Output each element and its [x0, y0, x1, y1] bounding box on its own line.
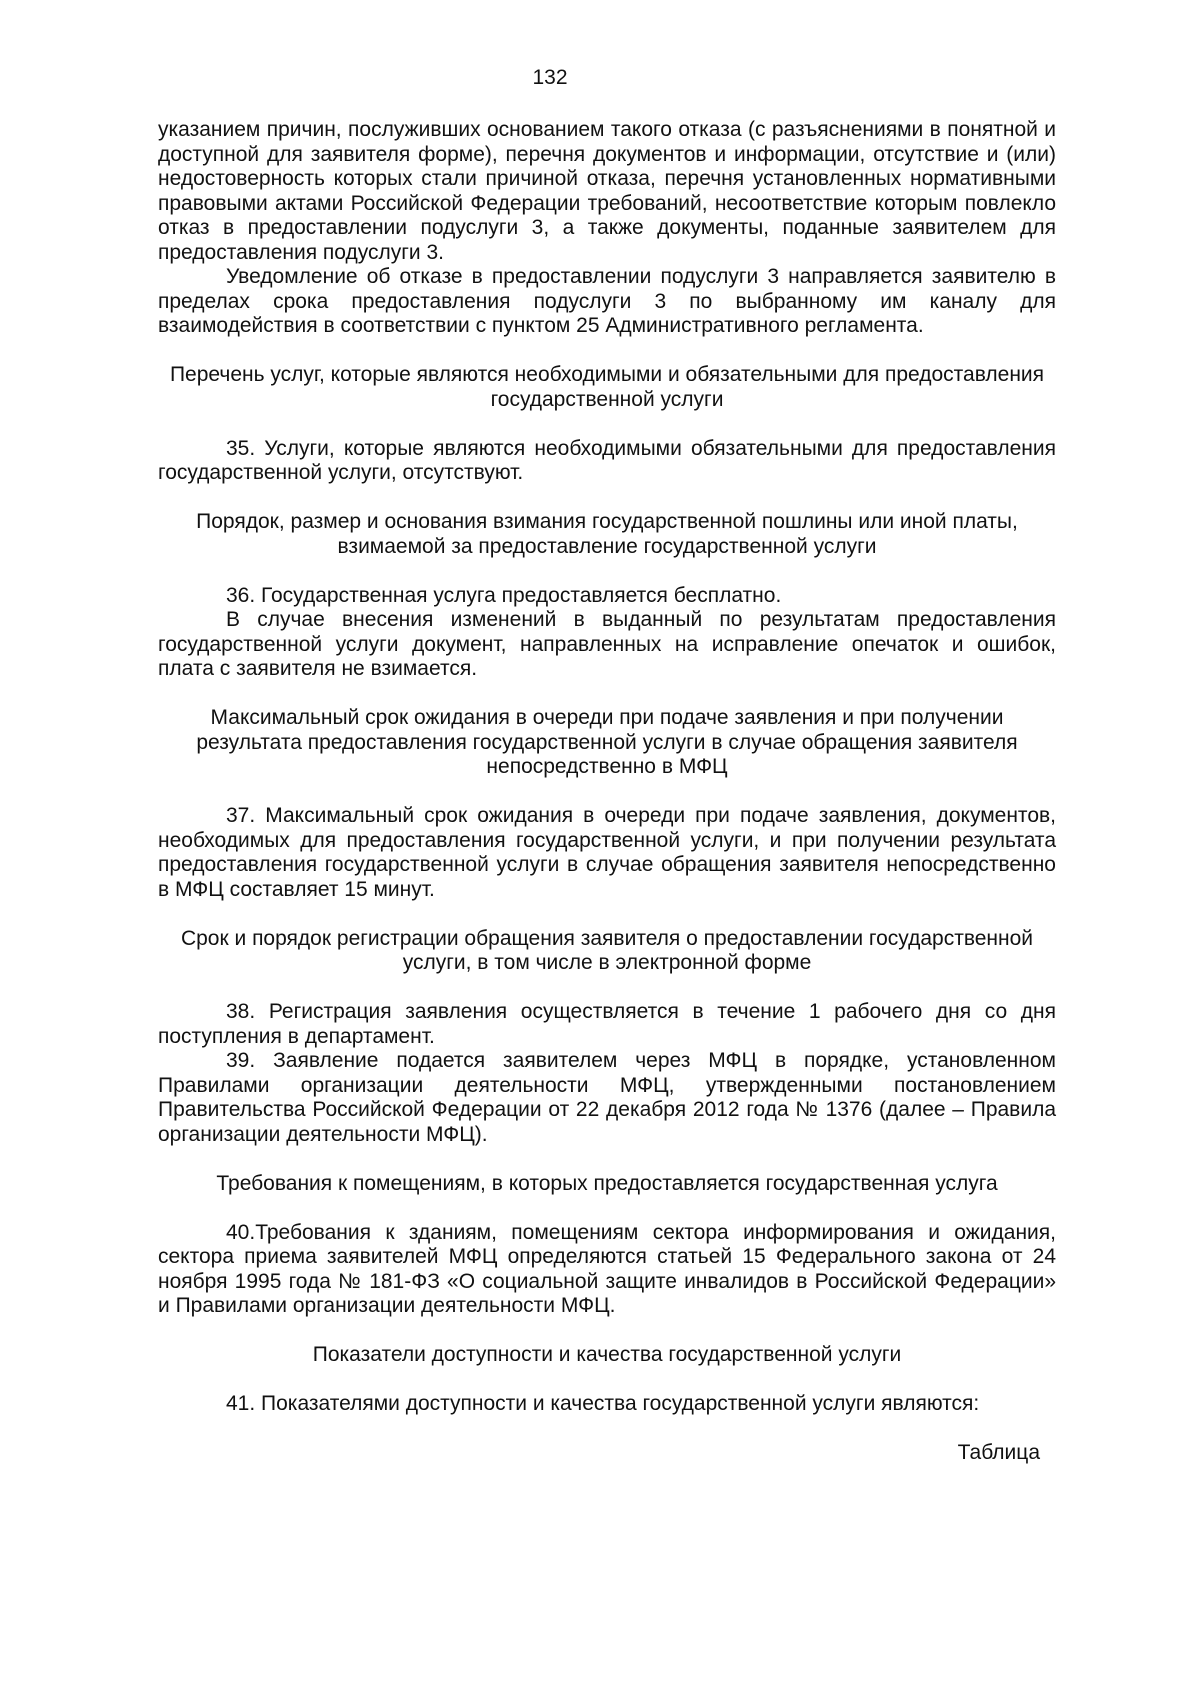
- section-heading-quality-indicators: Показатели доступности и качества государственной услуги: [312, 1343, 902, 1366]
- section-heading-fees: Порядок, размер и основания взимания государственной пошлины или иной платы, взимаемой за предоставление государственной услуги: [196, 510, 1018, 558]
- paragraph-corrections-free: В случае внесения изменений в выданный по результатам предоставления государственной услуги документ, направленных на исправление опечаток и ошибок, плата с заявителя не взимается.: [158, 608, 1056, 680]
- paragraph-refusal-notice: Уведомление об отказе в предоставлении подуслуги 3 направляется заявителю в пределах срока предоставления подуслуги 3 по выбранному им каналу для взаимодействия в соответствии с пунктом 25 Административного регламента.: [158, 265, 1056, 337]
- paragraph-item-35: 35. Услуги, которые являются необходимыми обязательными для предоставления государственной услуги, отсутствуют.: [158, 436, 1056, 484]
- section-heading-required-services: Перечень услуг, которые являются необходимыми и обязательными для предоставления государственной услуги: [169, 363, 1045, 411]
- paragraph-item-39: 39. Заявление подается заявителем через МФЦ в порядке, установленном Правилами организации деятельности МФЦ, утвержденными постановлением Правительства Российской Федерации от 22 декабря 2012 года № 1376 (далее – Правила организации деятельности МФЦ).: [158, 1049, 1056, 1146]
- paragraph-item-41: 41. Показателями доступности и качества государственной услуги являются:: [226, 1392, 980, 1415]
- section-heading-premises: Требования к помещениям, в которых предоставляется государственная услуга: [216, 1171, 998, 1195]
- paragraph-item-38: 38. Регистрация заявления осуществляется в течение 1 рабочего дня со дня поступления в департамент.: [158, 1000, 1056, 1048]
- document-body: [158, 118, 1056, 1466]
- paragraph-item-36: 36. Государственная услуга предоставляется бесплатно.: [226, 583, 782, 607]
- section-heading-queue-time: Максимальный срок ожидания в очереди при подаче заявления и при получении результата предоставления государственной услуги в случае обращения заявителя непосредственно в МФЦ: [196, 706, 1018, 778]
- paragraph-item-40: 40.Требования к зданиям, помещениям сектора информирования и ожидания, сектора приема заявителей МФЦ определяются статьей 15 Федерального закона от 24 ноября 1995 года № 181-ФЗ «О социальной защите инвалидов в Российской Федерации» и Правилами организации деятельности МФЦ.: [158, 1220, 1056, 1317]
- table-label: Таблица: [957, 1441, 1040, 1464]
- page-number: 132: [532, 66, 568, 89]
- paragraph-refusal-reasons: указанием причин, послуживших основанием такого отказа (с разъяснениями в понятной и доступной для заявителя форме), перечня документов и информации, отсутствие и (или) недостоверность которых стали причиной отказа, перечня установленных нормативными правовыми актами Российской Федерации требований, несоответствие которым повлекло отказ в предоставлении подуслуги 3, а также документы, поданные заявителем для предоставления подуслуги 3.: [158, 118, 1056, 264]
- paragraph-item-37: 37. Максимальный срок ожидания в очереди при подаче заявления, документов, необходимых для предоставления государственной услуги, и при получении результата предоставления государственной услуги в случае обращения заявителя непосредственно в МФЦ составляет 15 минут.: [158, 804, 1056, 901]
- section-heading-registration: Срок и порядок регистрации обращения заявителя о предоставлении государственной услуги, в том числе в электронной форме: [180, 926, 1034, 974]
